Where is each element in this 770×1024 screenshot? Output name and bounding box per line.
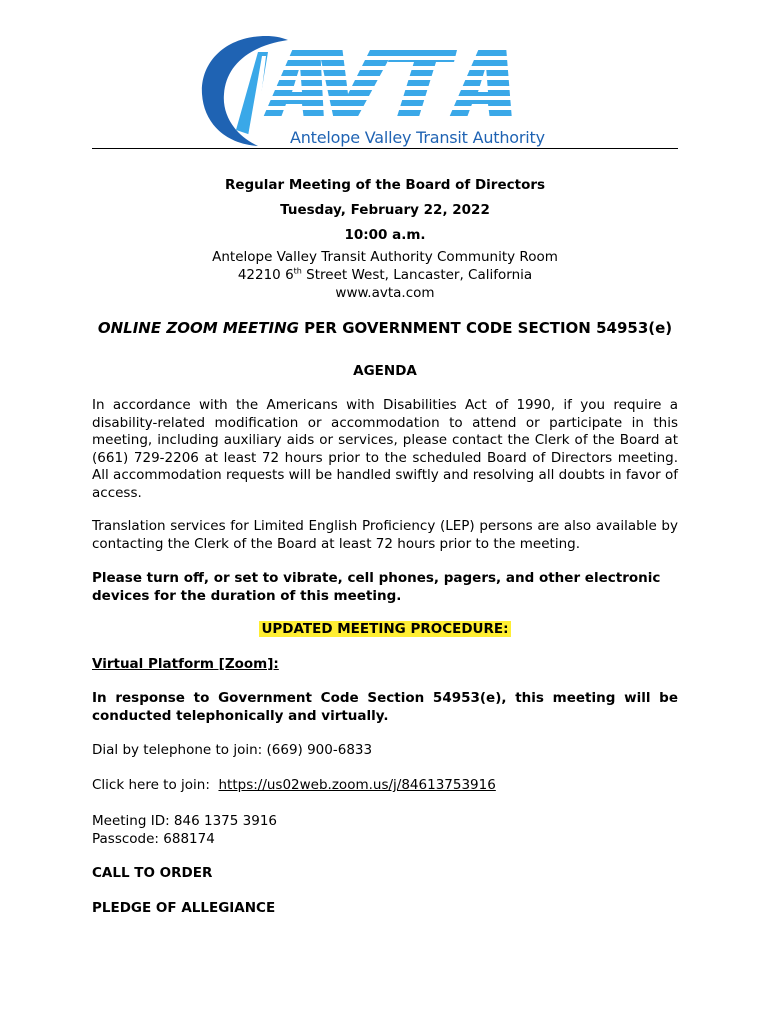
- passcode: Passcode: 688174: [92, 831, 215, 847]
- meeting-id: Meeting ID: 846 1375 3916: [92, 813, 277, 829]
- devices-notice: Please turn off, or set to vibrate, cell phones, pagers, and other electronic devices for the duration of this meeting.: [92, 570, 661, 604]
- meeting-address: [0, 267, 770, 283]
- gov-code-notice: In response to Government Code Section 54953(e), this meeting will be conducted telephonically and virtually.: [92, 690, 678, 724]
- online-heading-italic: ONLINE ZOOM MEETING: [97, 319, 299, 337]
- zoom-link[interactable]: https://us02web.zoom.us/j/84613753916: [218, 777, 496, 793]
- address-sup: th: [293, 266, 302, 276]
- online-heading-rest: PER GOVERNMENT CODE SECTION 54953(e): [298, 319, 673, 337]
- pledge-heading: PLEDGE OF ALLEGIANCE: [92, 900, 276, 916]
- translation-paragraph: Translation services for Limited English Proficiency (LEP) persons are also available by contacting the Clerk of the Board at least 72 hours prior to the meeting.: [92, 518, 678, 552]
- online-meeting-heading: [0, 319, 770, 337]
- header-divider: [92, 148, 678, 149]
- dial-in-text: Dial by telephone to join: (669) 900-6833: [92, 742, 373, 758]
- meeting-title: Regular Meeting of the Board of Directors: [224, 177, 546, 193]
- agenda-heading: AGENDA: [353, 363, 417, 379]
- meeting-date: Tuesday, February 22, 2022: [280, 202, 490, 218]
- updated-procedure-wrap: [0, 621, 770, 637]
- meeting-venue: Antelope Valley Transit Authority Community Room: [212, 249, 558, 265]
- logo-subtitle: Antelope Valley Transit Authority: [290, 128, 545, 147]
- click-label: Click here to join:: [92, 777, 210, 793]
- click-to-join-row: [92, 777, 678, 795]
- address-rest: Street West, Lancaster, California: [301, 267, 533, 283]
- call-to-order-heading: CALL TO ORDER: [92, 865, 213, 881]
- virtual-platform-heading: Virtual Platform [Zoom]:: [92, 656, 279, 672]
- meeting-time: 10:00 a.m.: [344, 227, 426, 243]
- updated-procedure-highlight: UPDATED MEETING PROCEDURE:: [261, 621, 509, 637]
- website-link[interactable]: www.avta.com: [335, 285, 435, 301]
- address-number: 42210 6: [237, 267, 294, 283]
- ada-paragraph: In accordance with the Americans with Disabilities Act of 1990, if you require a disability-related modification or accommodation to attend or participate in this meeting, including auxiliary aids or services, please contact the Clerk of the Board at (661) 729-2206 at least 72 hours prior to the scheduled Board of Directors meeting. All accommodation requests will be handled swiftly and resolving all doubts in favor of access.: [92, 397, 678, 501]
